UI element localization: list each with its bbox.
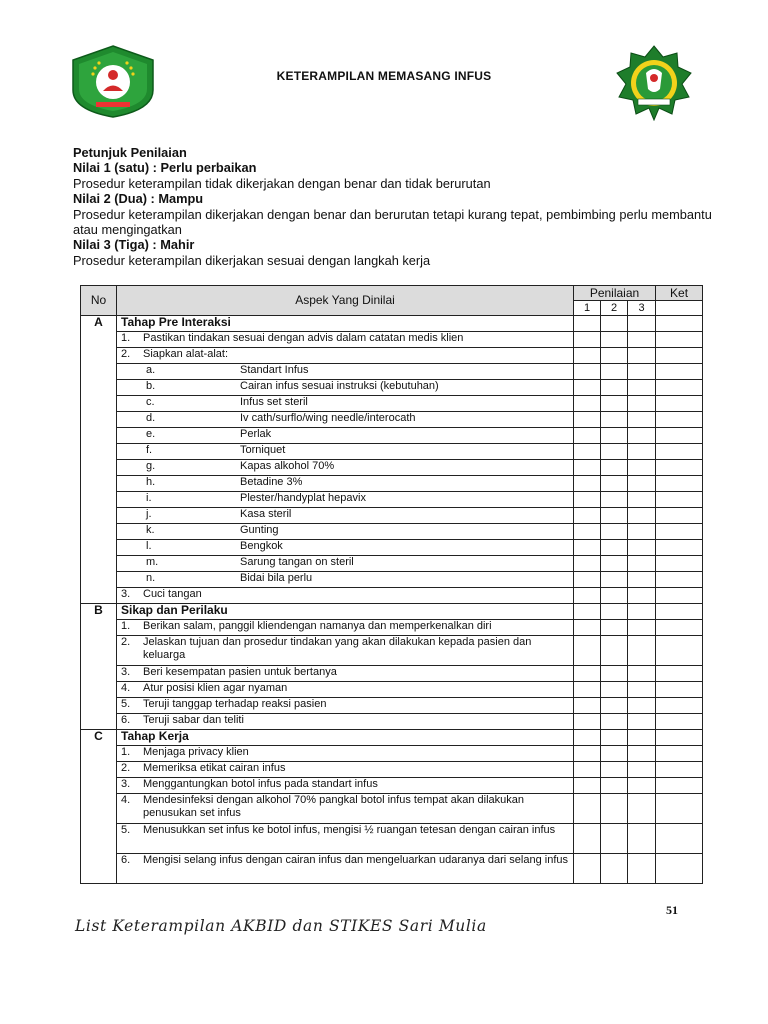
score-cell [628, 476, 656, 492]
note-cell [656, 332, 703, 348]
aspect-cell [117, 572, 574, 588]
table-row [81, 556, 703, 572]
note-cell [656, 730, 703, 746]
score-cell [601, 476, 628, 492]
table-row [81, 794, 703, 824]
table-row [81, 492, 703, 508]
score-cell [574, 380, 601, 396]
score-cell [601, 396, 628, 412]
aspect-cell [117, 460, 574, 476]
score-cell [574, 444, 601, 460]
footer-text: List Keterampilan AKBID dan STIKES Sari Mulia [75, 917, 487, 935]
table-row [81, 572, 703, 588]
item-number: 6. [121, 714, 131, 726]
score-cell [574, 332, 601, 348]
subitem-text: Kasa steril [240, 508, 292, 520]
score-cell [601, 428, 628, 444]
note-cell [656, 604, 703, 620]
score-cell [601, 380, 628, 396]
score-cell [574, 794, 601, 824]
score-cell [628, 316, 656, 332]
aspect-cell [117, 778, 574, 794]
note-cell [656, 380, 703, 396]
note-cell [656, 854, 703, 884]
table-row [81, 620, 703, 636]
score-cell [628, 698, 656, 714]
score-cell [628, 524, 656, 540]
aspect-cell [117, 492, 574, 508]
subitem-text: Kapas alkohol 70% [240, 460, 335, 472]
subitem-letter: a. [146, 364, 156, 376]
score-cell [574, 714, 601, 730]
table-row [81, 588, 703, 604]
aspect-cell [117, 636, 574, 666]
score-cell [601, 746, 628, 762]
subitem-text: Sarung tangan on steril [240, 556, 354, 568]
score-cell [628, 444, 656, 460]
score-cell [601, 540, 628, 556]
instructions-heading: Petunjuk Penilaian [73, 145, 187, 160]
note-col [656, 301, 703, 316]
table-row [81, 508, 703, 524]
score-cell [574, 588, 601, 604]
note-cell [656, 698, 703, 714]
score-cell [628, 348, 656, 364]
grade-label: Nilai 2 (Dua) : Mampu [73, 191, 204, 207]
item-text: Mendesinfeksi dengan alkohol 70% pangkal botol infus tempat akan dilakukan penusukan set infus [143, 794, 524, 819]
aspect-cell [117, 332, 574, 348]
score-cell [601, 854, 628, 884]
note-cell [656, 556, 703, 572]
item-number: 2. [121, 762, 131, 774]
table-row [81, 854, 703, 884]
item-text: Menjaga privacy klien [143, 746, 249, 758]
item-text: Teruji sabar dan teliti [143, 714, 244, 726]
aspect-cell [117, 428, 574, 444]
score-cell [574, 556, 601, 572]
note-cell [656, 794, 703, 824]
note-cell [656, 588, 703, 604]
score-cell [601, 666, 628, 682]
note-cell [656, 572, 703, 588]
item-number: 3. [121, 778, 131, 790]
score-cell [628, 492, 656, 508]
score-cell [601, 698, 628, 714]
item-number: 3. [121, 666, 131, 678]
note-cell [656, 762, 703, 778]
note-cell [656, 540, 703, 556]
item-text: Berikan salam, panggil kliendengan namanya dan memperkenalkan diri [143, 620, 492, 632]
item-text: Jelaskan tujuan dan prosedur tindakan yang akan dilakukan kepada pasien dan keluarga [143, 636, 532, 661]
section-title: Tahap Pre Interaksi [117, 316, 574, 332]
score-cell [574, 508, 601, 524]
header-score: Penilaian [574, 286, 656, 301]
note-cell [656, 620, 703, 636]
score-cell [628, 620, 656, 636]
table-row [81, 762, 703, 778]
table-row [81, 824, 703, 854]
section-no: B [81, 604, 117, 730]
grade-desc: Prosedur keterampilan dikerjakan sesuai dengan langkah kerja [73, 252, 431, 268]
score-cell [601, 762, 628, 778]
aspect-cell [117, 746, 574, 762]
section-no: A [81, 316, 117, 604]
score-cell [601, 824, 628, 854]
subitem-text: Torniquet [240, 444, 286, 456]
score-cell [601, 444, 628, 460]
note-cell [656, 476, 703, 492]
score-cell [601, 778, 628, 794]
note-cell [656, 666, 703, 682]
section-no: C [81, 730, 117, 884]
item-number: 4. [121, 682, 131, 694]
section-title: Sikap dan Perilaku [117, 604, 574, 620]
assessment-table [80, 285, 703, 884]
grade-desc: Prosedur keterampilan dikerjakan dengan benar dan berurutan tetapi kurang tepat, pembimbing perlu membantu atau mengingatkan [73, 206, 712, 238]
subitem-letter: m. [146, 556, 159, 568]
score-cell [628, 824, 656, 854]
score-cell [574, 540, 601, 556]
score-cell [574, 492, 601, 508]
score-cell [574, 824, 601, 854]
stikes-emblem-icon [71, 44, 155, 118]
note-cell [656, 508, 703, 524]
subitem-letter: b. [146, 380, 156, 392]
subitem-letter: j. [146, 508, 152, 520]
grade-label: Nilai 1 (satu) : Perlu perbaikan [73, 160, 257, 176]
item-text: Cuci tangan [143, 588, 202, 600]
score-cell [628, 746, 656, 762]
score-cell [574, 854, 601, 884]
item-number: 5. [121, 824, 131, 836]
score-cell [574, 572, 601, 588]
score-cell [628, 604, 656, 620]
aspect-cell [117, 556, 574, 572]
score-cell [574, 682, 601, 698]
score-cell [628, 412, 656, 428]
note-cell [656, 524, 703, 540]
aspect-cell [117, 364, 574, 380]
akbid-emblem-icon [616, 45, 692, 121]
aspect-cell [117, 794, 574, 824]
score-cell [574, 348, 601, 364]
score-cell [574, 412, 601, 428]
header-note: Ket [656, 286, 703, 301]
table-row [81, 460, 703, 476]
note-cell [656, 746, 703, 762]
score-cell [601, 556, 628, 572]
aspect-cell [117, 348, 574, 364]
item-text: Menusukkan set infus ke botol infus, mengisi ½ ruangan tetesan dengan cairan infus [143, 824, 556, 836]
score-cell [628, 364, 656, 380]
note-cell [656, 460, 703, 476]
grade-label: Nilai 3 (Tiga) : Mahir [73, 237, 195, 253]
note-cell [656, 396, 703, 412]
aspect-cell [117, 396, 574, 412]
score-cell [601, 508, 628, 524]
table-row [81, 714, 703, 730]
score-cell [628, 762, 656, 778]
item-text: Mengisi selang infus dengan cairan infus dan mengeluarkan udaranya dari selang infus [143, 854, 568, 866]
grade-desc: Prosedur keterampilan tidak dikerjakan dengan benar dan tidak berurutan [73, 175, 491, 191]
document-title: KETERAMPILAN MEMASANG INFUS [276, 69, 492, 83]
score-cell [574, 428, 601, 444]
note-cell [656, 364, 703, 380]
score-cell [601, 730, 628, 746]
item-number: 5. [121, 698, 131, 710]
aspect-cell [117, 540, 574, 556]
score-cell [574, 604, 601, 620]
table-row [81, 636, 703, 666]
note-cell [656, 778, 703, 794]
score-cell [601, 460, 628, 476]
header-aspect: Aspek Yang Dinilai [117, 286, 574, 316]
subitem-letter: i. [146, 492, 152, 504]
table-row [81, 682, 703, 698]
score-cell [574, 396, 601, 412]
score-cell [601, 620, 628, 636]
score-cell [628, 794, 656, 824]
score-cell [601, 714, 628, 730]
score-cell [628, 636, 656, 666]
score-cell [628, 508, 656, 524]
page-number: 51 [666, 903, 678, 917]
subitem-letter: e. [146, 428, 156, 440]
table-row [81, 730, 703, 746]
table-row [81, 604, 703, 620]
score-cell [574, 524, 601, 540]
score-cell [574, 730, 601, 746]
score-cell [628, 332, 656, 348]
score-cell [574, 364, 601, 380]
score-cell [601, 636, 628, 666]
aspect-cell [117, 412, 574, 428]
score-cell [628, 460, 656, 476]
score-cell [601, 316, 628, 332]
subitem-letter: d. [146, 412, 156, 424]
note-cell [656, 316, 703, 332]
note-cell [656, 636, 703, 666]
score-cell [628, 556, 656, 572]
item-text: Atur posisi klien agar nyaman [143, 682, 288, 694]
aspect-cell [117, 698, 574, 714]
item-text: Siapkan alat-alat: [143, 348, 228, 360]
aspect-cell [117, 588, 574, 604]
item-number: 3. [121, 588, 131, 600]
subitem-text: Plester/handyplat hepavix [240, 492, 366, 504]
item-number: 1. [121, 746, 131, 758]
score-cell [601, 492, 628, 508]
table-row [81, 364, 703, 380]
score-cell [628, 854, 656, 884]
aspect-cell [117, 854, 574, 884]
item-number: 6. [121, 854, 131, 866]
score-col-1: 1 [574, 301, 601, 316]
subitem-text: Perlak [240, 428, 272, 440]
score-cell [601, 572, 628, 588]
score-cell [574, 636, 601, 666]
subitem-letter: c. [146, 396, 155, 408]
note-cell [656, 682, 703, 698]
item-number: 2. [121, 348, 131, 360]
table-row [81, 698, 703, 714]
table-row [81, 540, 703, 556]
score-cell [628, 540, 656, 556]
subitem-text: Bengkok [240, 540, 283, 552]
subitem-text: Standart Infus [240, 364, 309, 376]
aspect-cell [117, 714, 574, 730]
note-cell [656, 428, 703, 444]
note-cell [656, 412, 703, 428]
score-cell [628, 428, 656, 444]
table-row [81, 746, 703, 762]
score-cell [601, 588, 628, 604]
item-text: Menggantungkan botol infus pada standart infus [143, 778, 378, 790]
note-cell [656, 714, 703, 730]
instructions [73, 145, 713, 268]
table-row [81, 428, 703, 444]
aspect-cell [117, 524, 574, 540]
aspect-cell [117, 508, 574, 524]
subitem-letter: k. [146, 524, 155, 536]
score-cell [628, 572, 656, 588]
subitem-letter: n. [146, 572, 156, 584]
table-row [81, 396, 703, 412]
score-cell [574, 316, 601, 332]
score-cell [574, 476, 601, 492]
section-title: Tahap Kerja [117, 730, 574, 746]
score-cell [574, 762, 601, 778]
aspect-cell [117, 762, 574, 778]
subitem-letter: g. [146, 460, 156, 472]
score-cell [601, 682, 628, 698]
score-col-2: 2 [601, 301, 628, 316]
subitem-text: Infus set steril [240, 396, 308, 408]
score-cell [601, 364, 628, 380]
score-cell [628, 588, 656, 604]
aspect-cell [117, 380, 574, 396]
subitem-letter: f. [146, 444, 153, 456]
item-text: Teruji tanggap terhadap reaksi pasien [143, 698, 327, 710]
score-cell [628, 380, 656, 396]
score-cell [601, 794, 628, 824]
aspect-cell [117, 620, 574, 636]
score-cell [628, 682, 656, 698]
score-cell [601, 412, 628, 428]
item-text: Memeriksa etikat cairan infus [143, 762, 286, 774]
subitem-text: Cairan infus sesuai instruksi (kebutuhan) [240, 380, 439, 392]
table-row [81, 666, 703, 682]
subitem-text: Bidai bila perlu [240, 572, 313, 584]
item-number: 4. [121, 794, 131, 806]
subitem-letter: l. [146, 540, 152, 552]
score-cell [601, 604, 628, 620]
subitem-text: Gunting [240, 524, 279, 536]
item-text: Beri kesempatan pasien untuk bertanya [143, 666, 337, 678]
score-cell [574, 778, 601, 794]
note-cell [656, 824, 703, 854]
score-cell [574, 698, 601, 714]
table-row [81, 316, 703, 332]
aspect-cell [117, 444, 574, 460]
table-row [81, 524, 703, 540]
table-row [81, 348, 703, 364]
subitem-letter: h. [146, 476, 156, 488]
subitem-text: Betadine 3% [240, 476, 303, 488]
note-cell [656, 348, 703, 364]
item-number: 1. [121, 332, 131, 344]
aspect-cell [117, 476, 574, 492]
item-text: Pastikan tindakan sesuai dengan advis dalam catatan medis klien [143, 332, 464, 344]
table-row [81, 380, 703, 396]
table-row [81, 778, 703, 794]
note-cell [656, 444, 703, 460]
table-row [81, 444, 703, 460]
item-number: 1. [121, 620, 131, 632]
score-cell [601, 332, 628, 348]
score-cell [628, 666, 656, 682]
score-cell [601, 348, 628, 364]
score-cell [628, 730, 656, 746]
table-row [81, 412, 703, 428]
score-cell [628, 714, 656, 730]
score-cell [601, 524, 628, 540]
score-cell [574, 666, 601, 682]
item-number: 2. [121, 636, 131, 648]
score-cell [574, 620, 601, 636]
score-cell [574, 460, 601, 476]
score-cell [628, 396, 656, 412]
table-row [81, 476, 703, 492]
header-no: No [81, 286, 117, 316]
score-cell [574, 746, 601, 762]
aspect-cell [117, 682, 574, 698]
aspect-cell [117, 666, 574, 682]
table-row [81, 332, 703, 348]
score-col-3: 3 [628, 301, 656, 316]
aspect-cell [117, 824, 574, 854]
subitem-text: Iv cath/surflo/wing needle/interocath [240, 412, 416, 424]
score-cell [628, 778, 656, 794]
note-cell [656, 492, 703, 508]
